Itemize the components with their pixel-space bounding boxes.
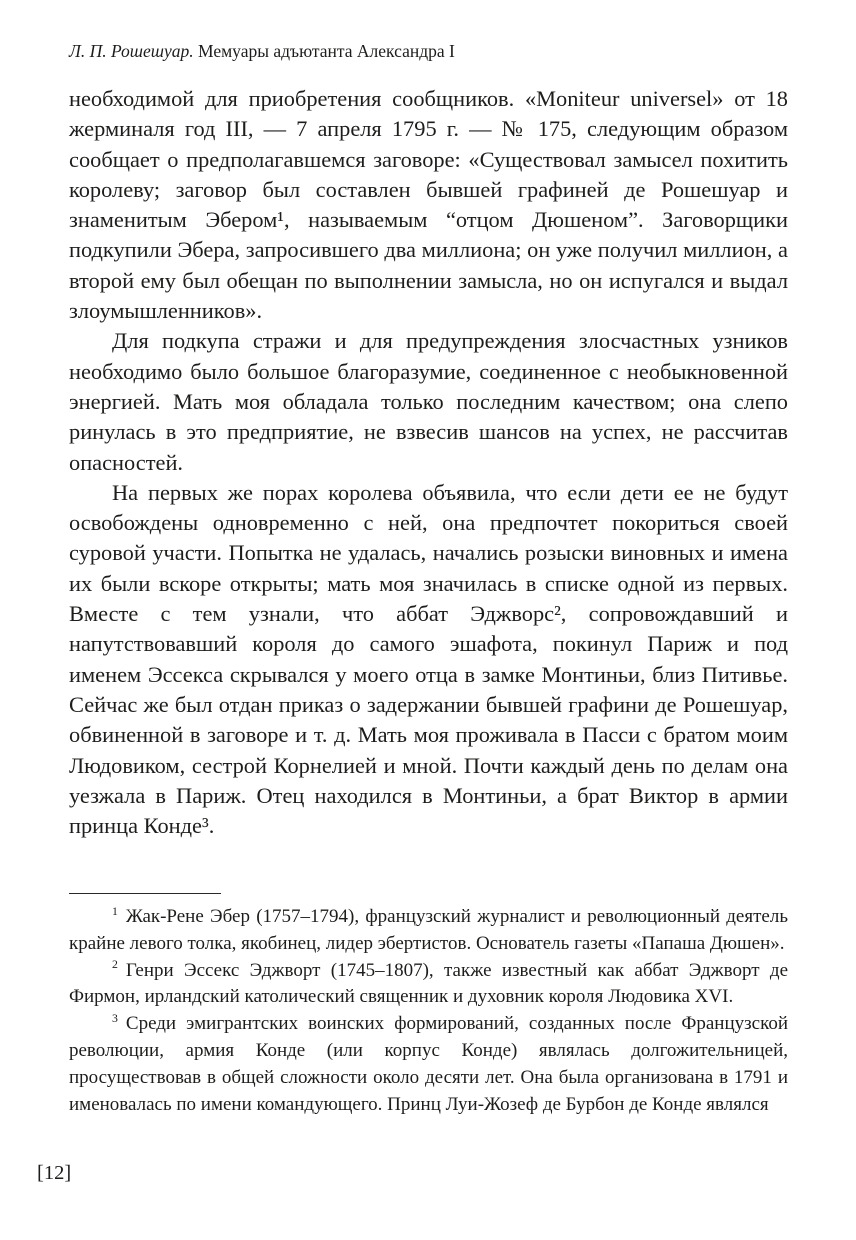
footnote-1-text: Жак-Рене Эбер (1757–1794), французский журналист и революционный деятель крайне левого толка, якобинец, лидер эбертистов. Основатель газеты «Папаша Дюшен». xyxy=(69,906,788,954)
footnote-2-text: Генри Эссекс Эджворт (1745–1807), также известный как аббат Эджворт де Фирмон, ирландский католический священник и духовник короля Людовика XVI. xyxy=(69,959,788,1008)
running-header-title: Мемуары адъютанта Александра I xyxy=(193,41,455,61)
footnotes-section xyxy=(69,893,788,1118)
footnote-3-text: Среди эмигрантских воинских формирований, созданных после Французской революции, армия Конде (или корпус Конде) являлась долгожительницей, просуществовав в общей сложности около десяти лет. Она была организована в 1791 и именовалась по имени командующего. Принц Луи-Жозеф де Бурбон де Конде являлся xyxy=(69,1013,788,1115)
footnote-3 xyxy=(69,1011,788,1118)
running-header xyxy=(69,40,788,62)
footnote-separator-rule xyxy=(69,893,221,894)
running-header-author: Л. П. Рошешуар. xyxy=(69,41,194,61)
paragraph-continuation: необходимой для приобретения сообщников. «Moniteur universel» от 18 жерминаля год III, — 7 апреля 1795 г. — № 175, следующим образом сообщает о предполагавшемся заговоре: «Существовал замысел похитить королеву; заговор был составлен бывшей графиней де Рошешуар и знаменитым Эбером¹, называемым “отцом Дюшеном”. Заговорщики подкупили Эбера, запросившего два миллиона; он уже получил миллион, а второй ему был обещан по выполнении замысла, но он испугался и выдал злоумышленников». xyxy=(69,86,788,324)
paragraph-2: Для подкупа стражи и для предупреждения злосчастных узников необходимо было большое благоразумие, соединенное с необыкновенной энергией. Мать моя обладала только последним качеством; она слепо ринулась в это предприятие, не взвесив шансов на успех, не рассчитав опасностей. xyxy=(69,328,788,475)
footnote-3-marker: 3 xyxy=(112,1011,118,1025)
footnote-2-marker: 2 xyxy=(112,958,118,972)
main-text xyxy=(69,84,788,841)
footnote-1-marker: 1 xyxy=(112,904,118,918)
page-number: [12] xyxy=(37,1162,72,1184)
footnote-1 xyxy=(69,904,788,958)
paragraph-3: На первых же порах королева объявила, что если дети ее не будут освобождены одновременно с ней, она предпочтет покориться своей суровой участи. Попытка не удалась, начались розыски виновных и имена их были вскоре открыты; мать моя значилась в списке одной из первых. Вместе с тем узнали, что аббат Эджворс², сопровождавший и напутствовавший короля до самого эшафота, покинул Париж и под именем Эссекса скрывался у моего отца в замке Монтиньи, близ Питивье. Сейчас же был отдан приказ о задержании бывшей графини де Рошешуар, обвиненной в заговоре и т. д. Мать моя проживала в Пасси с братом моим Людовиком, сестрой Корнелией и мной. Почти каждый день по делам она уезжала в Париж. Отец находился в Монтиньи, а брат Виктор в армии принца Конде³. xyxy=(69,479,788,839)
footnote-2 xyxy=(69,958,788,1012)
